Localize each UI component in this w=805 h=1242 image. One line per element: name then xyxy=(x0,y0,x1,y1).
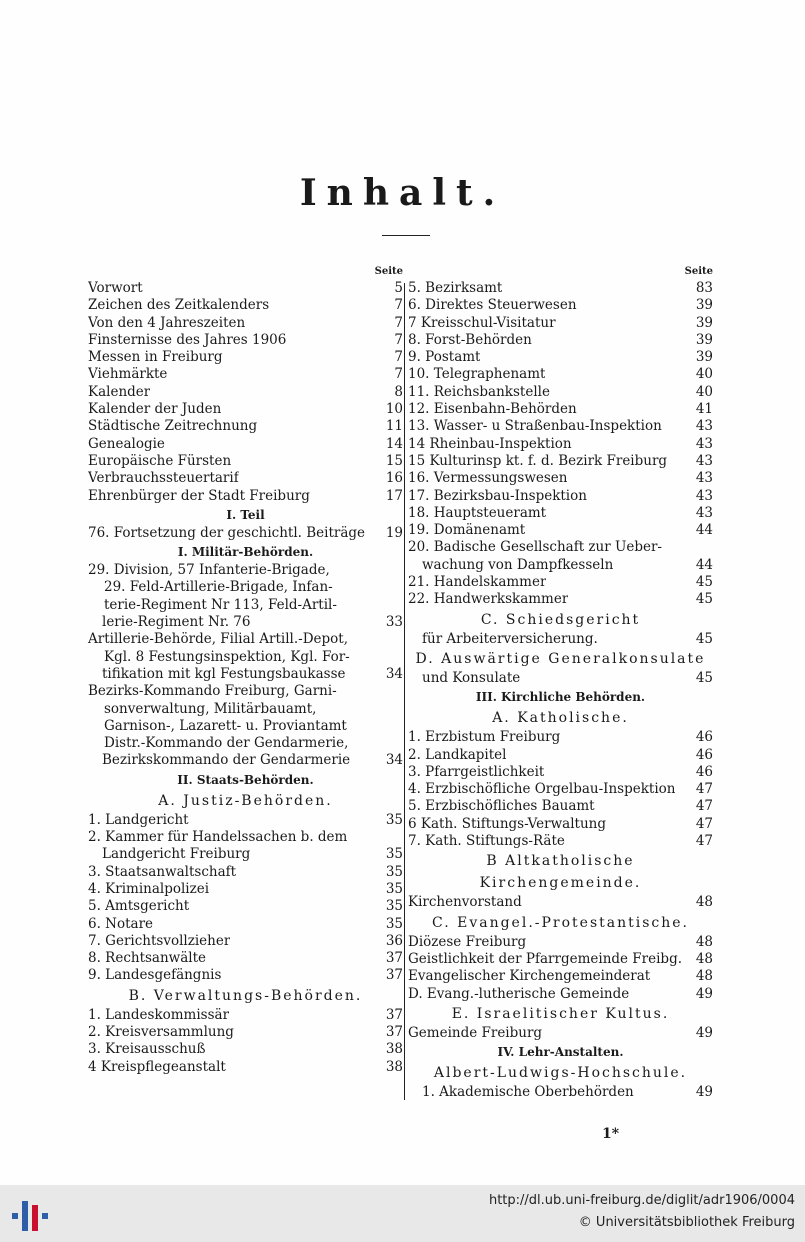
entry-page: 34 xyxy=(385,665,403,682)
toc-entry-line: Garnison-, Lazarett- u. Proviantamt xyxy=(104,717,347,734)
toc-entry[interactable] xyxy=(408,297,713,314)
entry-title: 18. Hauptsteueramt xyxy=(408,504,547,521)
entry-title: Genealogie xyxy=(88,435,165,452)
entry-title: 1. Landeskommissär xyxy=(88,1006,230,1023)
entry-page: 43 xyxy=(695,452,713,469)
entry-page: 45 xyxy=(695,630,713,647)
toc-entry[interactable] xyxy=(408,488,713,505)
toc-entry[interactable] xyxy=(88,1024,403,1041)
toc-entry[interactable] xyxy=(88,916,403,933)
entry-title: 4. Erzbischöfliche Orgelbau-Inspektion xyxy=(408,781,676,798)
entry-title: Kalender der Juden xyxy=(88,401,222,418)
entry-title: 8. Rechtsanwälte xyxy=(88,950,207,967)
entry-title: 2. Landkapitel xyxy=(408,746,507,763)
section-heading: I. Militär-Behörden. xyxy=(177,545,314,560)
entry-page: 35 xyxy=(385,898,403,915)
toc-entry[interactable] xyxy=(408,470,713,487)
entry-title: Viehmärkte xyxy=(88,366,168,383)
entry-page: 47 xyxy=(695,781,713,798)
entry-page: 19 xyxy=(385,524,403,541)
entry-page: 40 xyxy=(695,366,713,383)
copyright-text: © Universitätsbibliothek Freiburg xyxy=(578,1215,795,1230)
source-url-link[interactable]: http://dl.ub.uni-freiburg.de/diglit/adr1906/0004 xyxy=(488,1193,795,1208)
entry-title: tifikation mit kgl Festungsbaukasse xyxy=(102,665,346,682)
section-heading: II. Staats-Behörden. xyxy=(177,772,314,787)
toc-entry[interactable] xyxy=(88,384,403,401)
subsection-heading: A. Katholische. xyxy=(492,710,629,727)
entry-page: 17 xyxy=(385,487,403,504)
entry-title: 22. Handwerkskammer xyxy=(408,591,569,608)
entry-page: 37 xyxy=(385,1006,403,1023)
entry-title: 7. Gerichtsvollzieher xyxy=(88,932,231,949)
entry-title: Europäische Fürsten xyxy=(88,452,232,469)
toc-entry[interactable] xyxy=(88,401,403,418)
toc-entry[interactable] xyxy=(88,280,403,297)
toc-entry[interactable] xyxy=(88,846,403,863)
entry-title: 14 Rheinbau-Inspektion xyxy=(408,435,572,452)
toc-entry[interactable] xyxy=(408,894,713,911)
toc-entry[interactable] xyxy=(408,986,713,1003)
entry-page: 44 xyxy=(695,556,713,573)
toc-entry[interactable] xyxy=(88,950,403,967)
entry-title: wachung von Dampfkesseln xyxy=(422,556,614,573)
section-heading: I. Teil xyxy=(226,507,265,522)
entry-title: 1. Landgericht xyxy=(88,811,189,828)
entry-page: 35 xyxy=(385,846,403,863)
subsection-heading: C. Schiedsgericht xyxy=(480,611,641,628)
toc-entry[interactable] xyxy=(88,666,403,683)
right-column xyxy=(408,264,713,1101)
entry-page: 35 xyxy=(385,863,403,880)
entry-title: Diözese Freiburg xyxy=(408,933,527,950)
entry-page: 45 xyxy=(695,591,713,608)
entry-title: 1. Akademische Oberbehörden xyxy=(422,1084,634,1101)
toc-entry[interactable] xyxy=(408,729,713,746)
section-heading: III. Kirchliche Behörden. xyxy=(475,690,646,705)
toc-entry[interactable] xyxy=(88,752,403,769)
entry-title: 6. Direktes Steuerwesen xyxy=(408,297,577,314)
entry-title: 5. Bezirksamt xyxy=(408,280,503,296)
seite-label: Seite xyxy=(684,266,713,277)
entry-page: 43 xyxy=(695,487,713,504)
toc-entry[interactable] xyxy=(408,349,713,366)
entry-title: 9. Landesgefängnis xyxy=(88,967,222,984)
entry-page: 83 xyxy=(695,280,713,296)
entry-page: 39 xyxy=(695,314,713,331)
entry-title: Geistlichkeit der Pfarrgemeinde Freibg. xyxy=(408,950,683,967)
entry-page: 48 xyxy=(695,950,713,967)
entry-title: 7. Kath. Stiftungs-Räte xyxy=(408,833,565,850)
entry-title: Messen in Freiburg xyxy=(88,349,223,366)
entry-title: 6 Kath. Stiftungs-Verwaltung xyxy=(408,815,606,832)
footer-bar xyxy=(0,1185,805,1242)
entry-page: 46 xyxy=(695,763,713,780)
toc-entry-line: Bezirks-Kommando Freiburg, Garni- xyxy=(88,683,337,700)
subsection-heading: A. Justiz-Behörden. xyxy=(158,792,333,809)
entry-page: 15 xyxy=(385,452,403,469)
entry-page: 47 xyxy=(695,815,713,832)
entry-title: 3. Kreisausschuß xyxy=(88,1041,206,1058)
toc-entry[interactable] xyxy=(88,366,403,383)
toc-entry[interactable] xyxy=(88,1041,403,1058)
toc-entry[interactable] xyxy=(88,829,403,846)
entry-page: 43 xyxy=(695,435,713,452)
toc-entry[interactable] xyxy=(88,332,403,349)
toc-entry[interactable] xyxy=(408,798,713,815)
entry-page: 38 xyxy=(385,1041,403,1058)
entry-page: 48 xyxy=(695,894,713,911)
page-title: Inhalt. xyxy=(299,172,506,214)
toc-entry[interactable] xyxy=(88,525,403,542)
entry-title: 8. Forst-Behörden xyxy=(408,331,532,348)
toc-entry[interactable] xyxy=(408,366,713,383)
toc-entry[interactable] xyxy=(88,297,403,314)
entry-title: Zeichen des Zeitkalenders xyxy=(88,297,270,314)
toc-entry[interactable] xyxy=(408,574,713,591)
toc-entry[interactable] xyxy=(408,1025,713,1042)
entry-title: 9. Postamt xyxy=(408,349,481,366)
subsection-heading: D. Auswärtige Generalkonsulate xyxy=(415,650,706,667)
toc-entry[interactable] xyxy=(88,933,403,950)
entry-title: und Konsulate xyxy=(422,669,521,686)
toc-entry-line: 29. Feld-Artillerie-Brigade, Infan- xyxy=(104,579,333,596)
toc-entry[interactable] xyxy=(88,1007,403,1024)
toc-entry-line: Artillerie-Behörde, Filial Artill.-Depot, xyxy=(88,631,349,648)
entry-title: 17. Bezirksbau-Inspektion xyxy=(408,487,587,504)
entry-title: 13. Wasser- u Straßenbau-Inspektion xyxy=(408,418,662,435)
toc-entry[interactable] xyxy=(408,384,713,401)
entry-page: 43 xyxy=(695,470,713,487)
toc-entry[interactable] xyxy=(88,614,403,631)
seite-label: Seite xyxy=(374,266,403,277)
entry-title: Landgericht Freiburg xyxy=(102,846,251,863)
entry-title: 5. Erzbischöfliches Bauamt xyxy=(408,798,595,815)
entry-page: 36 xyxy=(385,932,403,949)
toc-entry[interactable] xyxy=(88,470,403,487)
subsection-heading: C. Evangel.-Protestantische. xyxy=(431,914,690,931)
toc-entry[interactable] xyxy=(408,505,713,522)
toc-entry-line: 29. Division, 57 Infanterie-Brigade, xyxy=(88,562,330,579)
entry-page: 48 xyxy=(695,968,713,985)
entry-page: 37 xyxy=(385,1023,403,1040)
subsection-heading: B Altkatholische Kirchengemeinde. xyxy=(479,853,642,892)
entry-title: 76. Fortsetzung der geschichtl. Beiträge xyxy=(88,524,366,541)
entry-page: 41 xyxy=(695,401,713,418)
entry-title: 5. Amtsgericht xyxy=(88,898,190,915)
entry-title: 19. Domänenamt xyxy=(408,522,526,539)
entry-title: Vorwort xyxy=(88,280,143,296)
subsection-heading: Albert-Ludwigs-Hochschule. xyxy=(433,1065,688,1082)
toc-entry[interactable] xyxy=(88,436,403,453)
entry-page: 38 xyxy=(385,1058,403,1075)
toc-entry[interactable] xyxy=(408,670,713,687)
entry-page: 47 xyxy=(695,798,713,815)
entry-title: 20. Badische Gesellschaft zur Ueber- xyxy=(408,539,662,556)
entry-page: 37 xyxy=(385,967,403,984)
entry-title: Bezirkskommando der Gendarmerie xyxy=(102,752,351,769)
toc-entry[interactable] xyxy=(408,436,713,453)
entry-title: 16. Vermessungswesen xyxy=(408,470,568,487)
entry-page: 43 xyxy=(695,418,713,435)
toc-entry[interactable] xyxy=(408,968,713,985)
entry-page: 7 xyxy=(394,349,403,366)
entry-title: 3. Pfarrgeistlichkeit xyxy=(408,763,545,780)
entry-page: 16 xyxy=(385,470,403,487)
entry-page: 7 xyxy=(394,366,403,383)
toc-entry[interactable] xyxy=(88,315,403,332)
entry-page: 7 xyxy=(394,331,403,348)
toc-entry[interactable] xyxy=(408,557,713,574)
toc-entry[interactable] xyxy=(88,881,403,898)
library-logo-icon xyxy=(8,1191,54,1237)
toc-entry-line: terie-Regiment Nr 113, Feld-Artil- xyxy=(104,596,337,613)
entry-title: 4. Kriminalpolizei xyxy=(88,880,210,897)
subsection-heading: E. Israelitischer Kultus. xyxy=(451,1005,670,1022)
entry-page: 33 xyxy=(385,614,403,631)
entry-page: 45 xyxy=(695,669,713,686)
toc-entry[interactable] xyxy=(88,812,403,829)
column-divider xyxy=(404,283,405,1100)
entry-page: 8 xyxy=(394,383,403,400)
toc-entry[interactable] xyxy=(408,1084,713,1101)
toc-entry[interactable] xyxy=(408,315,713,332)
entry-page: 39 xyxy=(695,331,713,348)
entry-title: Von den 4 Jahreszeiten xyxy=(88,314,246,331)
toc-entry[interactable] xyxy=(88,864,403,881)
toc-entry[interactable] xyxy=(88,1059,403,1076)
toc-entry-line: sonverwaltung, Militärbauamt, xyxy=(104,700,317,717)
entry-title: Ehrenbürger der Stadt Freiburg xyxy=(88,487,310,504)
entry-page: 39 xyxy=(695,297,713,314)
toc-entry[interactable] xyxy=(88,453,403,470)
toc-entry[interactable] xyxy=(408,934,713,951)
entry-title: D. Evang.-lutherische Gemeinde xyxy=(408,985,630,1002)
entry-page: 14 xyxy=(385,435,403,452)
toc-entry[interactable] xyxy=(408,453,713,470)
toc-entry[interactable] xyxy=(88,418,403,435)
entry-title: Städtische Zeitrechnung xyxy=(88,418,258,435)
entry-page: 5 xyxy=(394,280,403,296)
entry-title: 1. Erzbistum Freiburg xyxy=(408,729,561,746)
toc-entry[interactable] xyxy=(408,747,713,764)
signature-mark: 1* xyxy=(602,1126,620,1142)
entry-page: 11 xyxy=(385,418,403,435)
entry-page: 35 xyxy=(385,880,403,897)
toc-entry[interactable] xyxy=(88,967,403,984)
entry-title: Evangelischer Kirchengemeinderat xyxy=(408,968,651,985)
entry-page: 49 xyxy=(695,985,713,1002)
section-heading: IV. Lehr-Anstalten. xyxy=(497,1045,624,1060)
entry-page: 46 xyxy=(695,746,713,763)
toc-entry[interactable] xyxy=(408,833,713,850)
entry-title: Kalender xyxy=(88,383,151,400)
entry-page: 34 xyxy=(385,752,403,769)
toc-entry[interactable] xyxy=(408,332,713,349)
entry-title: für Arbeiterversicherung. xyxy=(422,630,598,647)
entry-title: 12. Eisenbahn-Behörden xyxy=(408,401,577,418)
entry-page: 39 xyxy=(695,349,713,366)
entry-title: 10. Telegraphenamt xyxy=(408,366,546,383)
toc-entry[interactable] xyxy=(88,349,403,366)
toc-entry[interactable] xyxy=(408,591,713,608)
entry-page: 46 xyxy=(695,729,713,746)
entry-title: 15 Kulturinsp kt. f. d. Bezirk Freiburg xyxy=(408,452,668,469)
toc-entry-line: Kgl. 8 Festungsinspektion, Kgl. For- xyxy=(104,648,350,665)
toc-entry-line: Distr.-Kommando der Gendarmerie, xyxy=(104,735,349,752)
entry-title: 2. Kammer für Handelssachen b. dem xyxy=(88,829,348,846)
entry-page: 47 xyxy=(695,833,713,850)
entry-page: 43 xyxy=(695,504,713,521)
toc-entry[interactable] xyxy=(88,898,403,915)
left-column xyxy=(88,264,403,1076)
entry-title: 3. Staatsanwaltschaft xyxy=(88,863,237,880)
entry-page: 7 xyxy=(394,297,403,314)
toc-entry[interactable] xyxy=(408,522,713,539)
entry-page: 35 xyxy=(385,811,403,828)
entry-title: 2. Kreisversammlung xyxy=(88,1023,234,1040)
toc-entry[interactable] xyxy=(408,539,713,556)
toc-entry[interactable] xyxy=(408,816,713,833)
toc-entry[interactable] xyxy=(408,781,713,798)
entry-title: Verbrauchssteuertarif xyxy=(88,470,239,487)
entry-page: 45 xyxy=(695,574,713,591)
entry-page: 49 xyxy=(695,1084,713,1101)
entry-page: 37 xyxy=(385,950,403,967)
entry-page: 48 xyxy=(695,933,713,950)
toc-entry[interactable] xyxy=(408,280,713,297)
entry-title: Kirchenvorstand xyxy=(408,894,522,911)
toc-entry[interactable] xyxy=(408,631,713,648)
entry-title: Finsternisse des Jahres 1906 xyxy=(88,331,287,348)
entry-page: 35 xyxy=(385,915,403,932)
toc-entry[interactable] xyxy=(408,764,713,781)
toc-entry[interactable] xyxy=(408,951,713,968)
entry-title: lerie-Regiment Nr. 76 xyxy=(102,614,251,631)
entry-title: 6. Notare xyxy=(88,915,154,932)
entry-title: Gemeinde Freiburg xyxy=(408,1024,543,1041)
entry-title: 21. Handelskammer xyxy=(408,574,547,591)
toc-entry[interactable] xyxy=(88,488,403,505)
entry-title: 4 Kreispflegeanstalt xyxy=(88,1058,226,1075)
toc-entry[interactable] xyxy=(408,418,713,435)
subsection-heading: B. Verwaltungs-Behörden. xyxy=(128,987,363,1004)
entry-page: 7 xyxy=(394,314,403,331)
entry-title: 7 Kreisschul-Visitatur xyxy=(408,314,556,331)
entry-page: 44 xyxy=(695,522,713,539)
entry-page: 10 xyxy=(385,401,403,418)
entry-page: 49 xyxy=(695,1024,713,1041)
entry-page: 40 xyxy=(695,383,713,400)
toc-entry[interactable] xyxy=(408,401,713,418)
entry-title: 11. Reichsbankstelle xyxy=(408,383,550,400)
title-rule xyxy=(382,235,430,236)
